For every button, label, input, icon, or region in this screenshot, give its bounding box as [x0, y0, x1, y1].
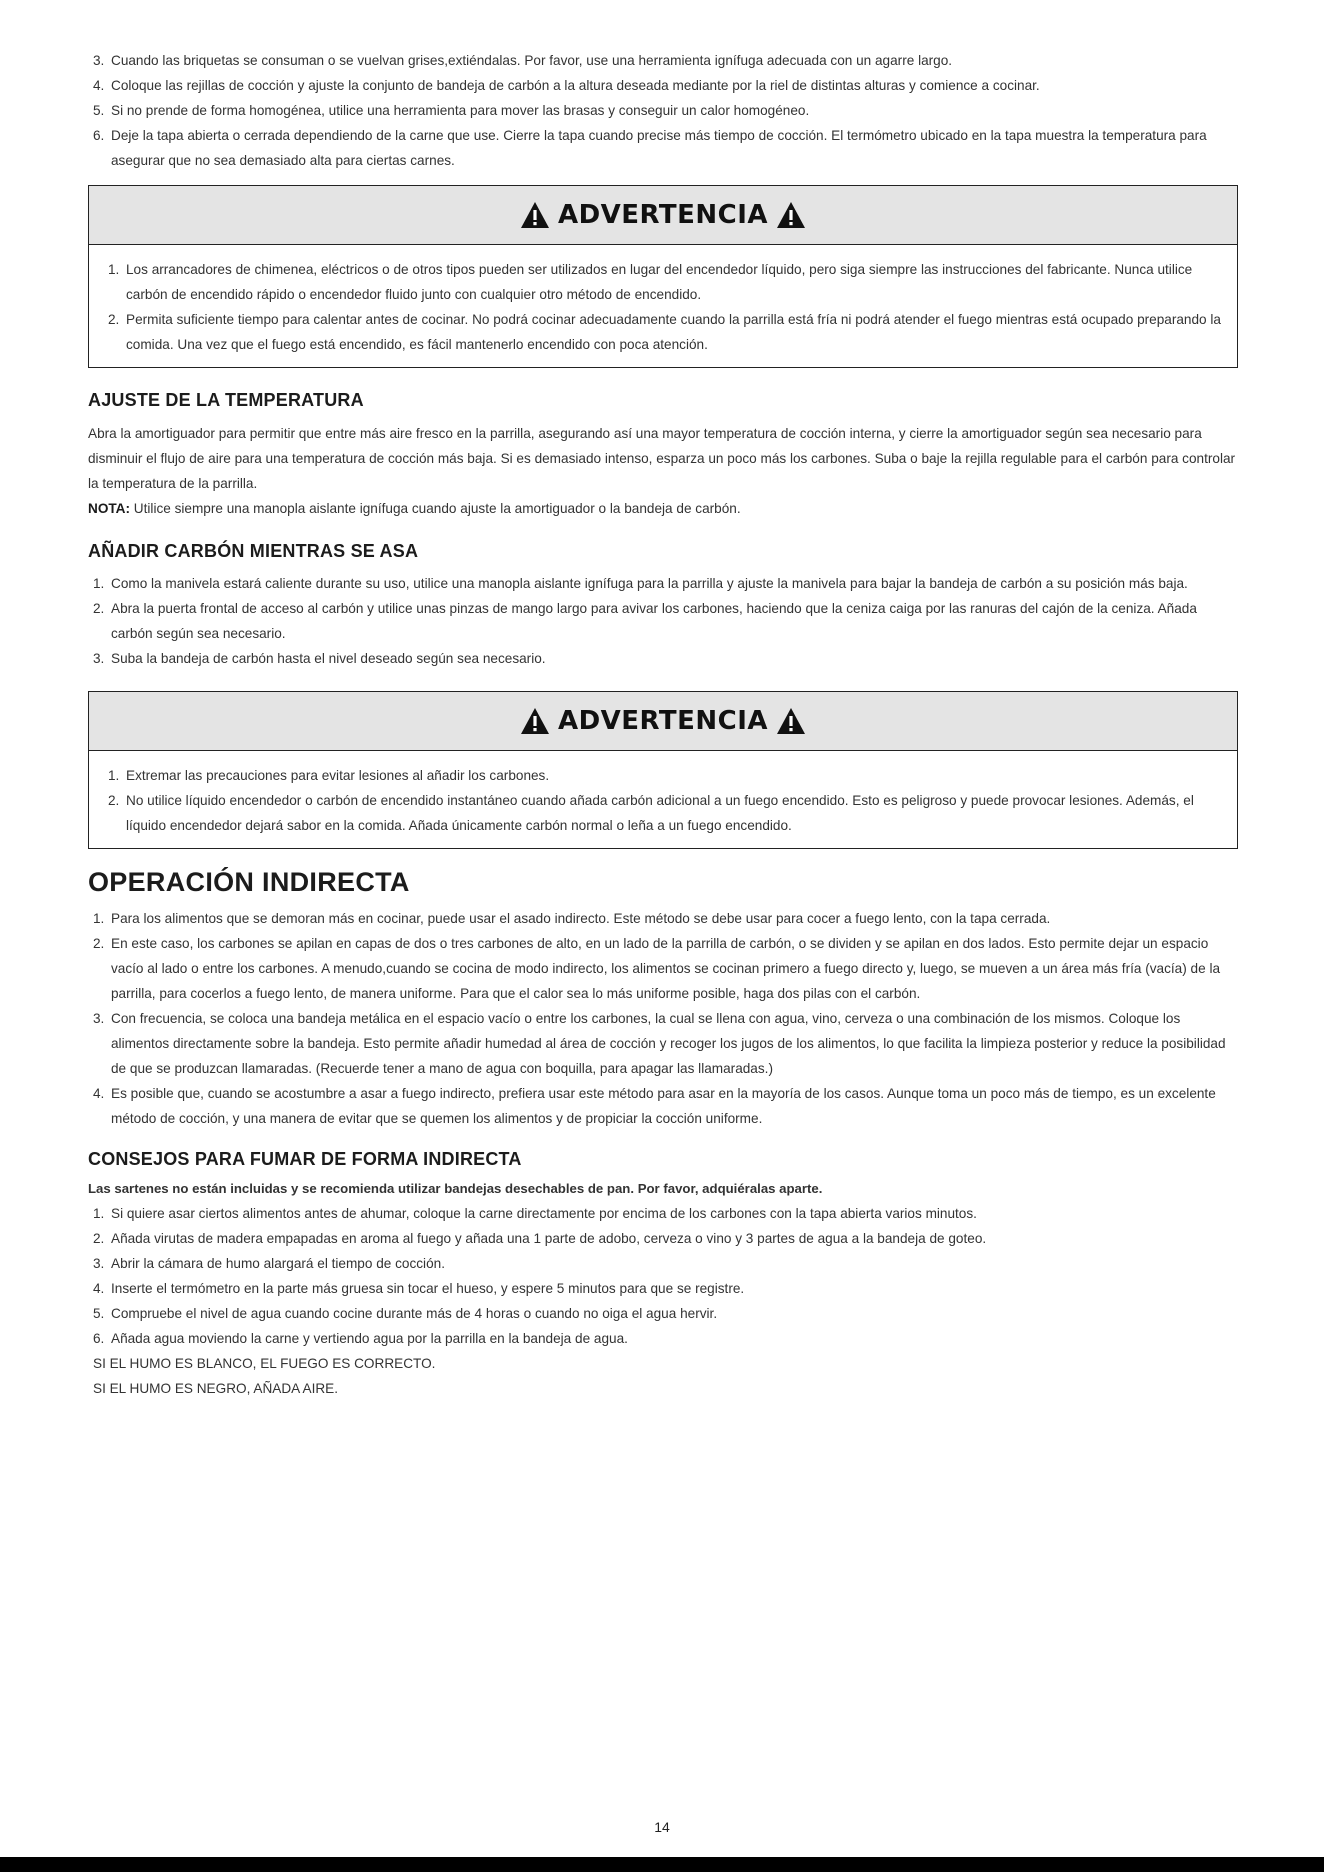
- warning-box: [88, 185, 1238, 368]
- warning-header: [89, 692, 1237, 751]
- list-item: 2. Añada virutas de madera empapadas en aroma al fuego y añada una 1 parte de adobo, cerveza o vino y 3 partes de agua a la bandeja de goteo.: [93, 1231, 987, 1246]
- white-smoke-line: SI EL HUMO ES BLANCO, EL FUEGO ES CORRECTO.: [93, 1356, 436, 1371]
- list-item: 4. Coloque las rejillas de cocción y ajuste la conjunto de bandeja de carbón a la altura deseada mediante por la riel de distintas alturas y comience a cocinar.: [93, 78, 1040, 93]
- add-coal-list: [88, 571, 1238, 671]
- list-item: 4. Es posible que, cuando se acostumbre a asar a fuego indirecto, prefiera usar este método para asar en la mayoría de los casos. Aunque toma un poco más de tiempo, es un excelente método de cocción, y una manera de evitar que se quemen los alimentos y de propiciar la cocción uniforme.: [93, 1086, 1216, 1126]
- warning-triangle-icon: [776, 201, 806, 229]
- temperature-section: [88, 390, 1238, 521]
- list-item: 4. Inserte el termómetro en la parte más gruesa sin tocar el hueso, y espere 5 minutos para que se registre.: [93, 1281, 745, 1296]
- warning-triangle-icon: [520, 707, 550, 735]
- list-item: 6. Deje la tapa abierta o cerrada dependiendo de la carne que use. Cierre la tapa cuando precise más tiempo de cocción. El termómetro ubicado en la tapa muestra la temperatura para asegurar que no sea demasiado alta para ciertas carnes.: [93, 128, 1207, 168]
- section-heading: CONSEJOS PARA FUMAR DE FORMA INDIRECTA: [88, 1149, 522, 1169]
- list-item: 6. Añada agua moviendo la carne y vertiendo agua por la parrilla en la bandeja de agua.: [93, 1331, 628, 1346]
- list-item: 2. Permita suficiente tiempo para calentar antes de cocinar. No podrá cocinar adecuadamente cuando la parrilla está fría ni podrá atender el fuego mientras está ocupado preparando la comida. Una vez que el fuego está encendido, es fácil mantenerlo encendido con poca atención.: [108, 312, 1221, 352]
- warning-body: [89, 245, 1237, 367]
- list-item: 1. Si quiere asar ciertos alimentos antes de ahumar, coloque la carne directamente por encima de los carbones con la tapa abierta varios minutos.: [93, 1206, 977, 1221]
- black-smoke-line: SI EL HUMO ES NEGRO, AÑADA AIRE.: [93, 1381, 339, 1396]
- warning-title: ADVERTENCIA: [557, 706, 769, 736]
- note-text: Utilice siempre una manopla aislante ignífuga cuando ajuste la amortiguador o la bandeja de carbón.: [130, 501, 741, 516]
- warning-title: ADVERTENCIA: [557, 200, 769, 230]
- add-coal-section: [88, 541, 1238, 671]
- indirect-section: [88, 867, 1238, 1131]
- list-item: 3. Cuando las briquetas se consuman o se vuelvan grises,extiéndalas. Por favor, use una herramienta ignífuga adecuada con un agarre largo.: [93, 53, 953, 68]
- list-item: 2. Abra la puerta frontal de acceso al carbón y utilice unas pinzas de mango largo para avivar los carbones, haciendo que la ceniza caiga por las ranuras del cajón de la ceniza. Añada carbón según sea necesario.: [93, 601, 1197, 641]
- warning-list: [103, 763, 1223, 838]
- list-item: 5. Compruebe el nivel de agua cuando cocine durante más de 4 horas o cuando no oiga el agua hervir.: [93, 1306, 718, 1321]
- warning-triangle-icon: [776, 707, 806, 735]
- list-item: 2. No utilice líquido encendedor o carbón de encendido instantáneo cuando añada carbón adicional a un fuego encendido. Esto es peligroso y puede provocar lesiones. Además, el líquido encendedor dejará sabor en la comida. Añada únicamente carbón normal o leña a un fuego encendido.: [108, 793, 1194, 833]
- list-item: 1. Como la manivela estará caliente durante su uso, utilice una manopla aislante ignífuga para la parrilla y ajuste la manivela para bajar la bandeja de carbón a su posición más baja.: [93, 576, 1188, 591]
- warning-body: [89, 751, 1237, 848]
- smoking-tips-list: [88, 1201, 1238, 1351]
- list-item: 1. Para los alimentos que se demoran más en cocinar, puede usar el asado indirecto. Este método se debe usar para cocer a fuego lento, con la tapa cerrada.: [93, 911, 1051, 926]
- bold-intro: Las sartenes no están incluidas y se recomienda utilizar bandejas desechables de pan. Por favor, adquiéralas aparte.: [88, 1181, 823, 1196]
- warning-box: [88, 691, 1238, 849]
- lighting-steps-list: [88, 48, 1238, 173]
- note-line: [88, 496, 1238, 521]
- list-item: 1. Los arrancadores de chimenea, eléctricos o de otros tipos pueden ser utilizados en lugar del encendedor líquido, pero siga siempre las instrucciones del fabricante. Nunca utilice carbón de encendido rápido o encendedor fluido junto con cualquier otro método de encendido.: [108, 262, 1193, 302]
- list-item: 3. Con frecuencia, se coloca una bandeja metálica en el espacio vacío o entre los carbones, la cual se llena con agua, vino, cerveza o una combinación de los mismos. Coloque los alimentos directamente sobre la bandeja. Esto permite añadir humedad al área de cocción y recoger los jugos de los alimentos, lo que facilita la limpieza posterior y reduce la posibilidad de que se produzcan llamaradas. (Recuerde tener a mano de agua con boquilla, para apagar las llamaradas.): [93, 1011, 1226, 1076]
- list-item: 1. Extremar las precauciones para evitar lesiones al añadir los carbones.: [108, 768, 550, 783]
- indirect-list: [88, 906, 1238, 1131]
- bottom-black-bar: [0, 1857, 1324, 1872]
- list-item: 5. Si no prende de forma homogénea, utilice una herramienta para mover las brasas y conseguir un calor homogéneo.: [93, 103, 810, 118]
- main-heading: OPERACIÓN INDIRECTA: [88, 867, 410, 897]
- list-item: 3. Abrir la cámara de humo alargará el tiempo de cocción.: [93, 1256, 445, 1271]
- page-content: [88, 48, 1238, 1401]
- smoking-tips-section: [88, 1149, 1238, 1401]
- section-paragraph: Abra la amortiguador para permitir que entre más aire fresco en la parrilla, asegurando así una mayor temperatura de cocción interna, y cierre la amortiguador según sea necesario para disminuir el flujo de aire para una temperatura de cocción más baja. Si es demasiado intenso, esparza un poco más los carbones. Suba o baje la rejilla regulable para el carbón para controlar la temperatura de la parrilla.: [88, 426, 1236, 491]
- page-number: 14: [654, 1819, 670, 1835]
- section-heading: AÑADIR CARBÓN MIENTRAS SE ASA: [88, 541, 419, 561]
- section-heading: AJUSTE DE LA TEMPERATURA: [88, 390, 364, 410]
- list-item: 2. En este caso, los carbones se apilan en capas de dos o tres carbones de alto, en un lado de la parrilla de carbón, o se dividen y se apilan en dos lados. Esto permite dejar un espacio vacío al lado o entre los carbones. A menudo,cuando se cocina de modo indirecto, los alimentos se cocinan primero a fuego directo y, luego, se mueven a un área más fría (vacía) de la parrilla, para cocerlos a fuego lento, de manera uniforme. Para que el calor sea lo más uniforme posible, haga dos pilas con el carbón.: [93, 936, 1221, 1001]
- warning-triangle-icon: [520, 201, 550, 229]
- note-label: NOTA:: [88, 501, 131, 516]
- warning-header: [89, 186, 1237, 245]
- list-item: 3. Suba la bandeja de carbón hasta el nivel deseado según sea necesario.: [93, 651, 546, 666]
- warning-list: [103, 257, 1223, 357]
